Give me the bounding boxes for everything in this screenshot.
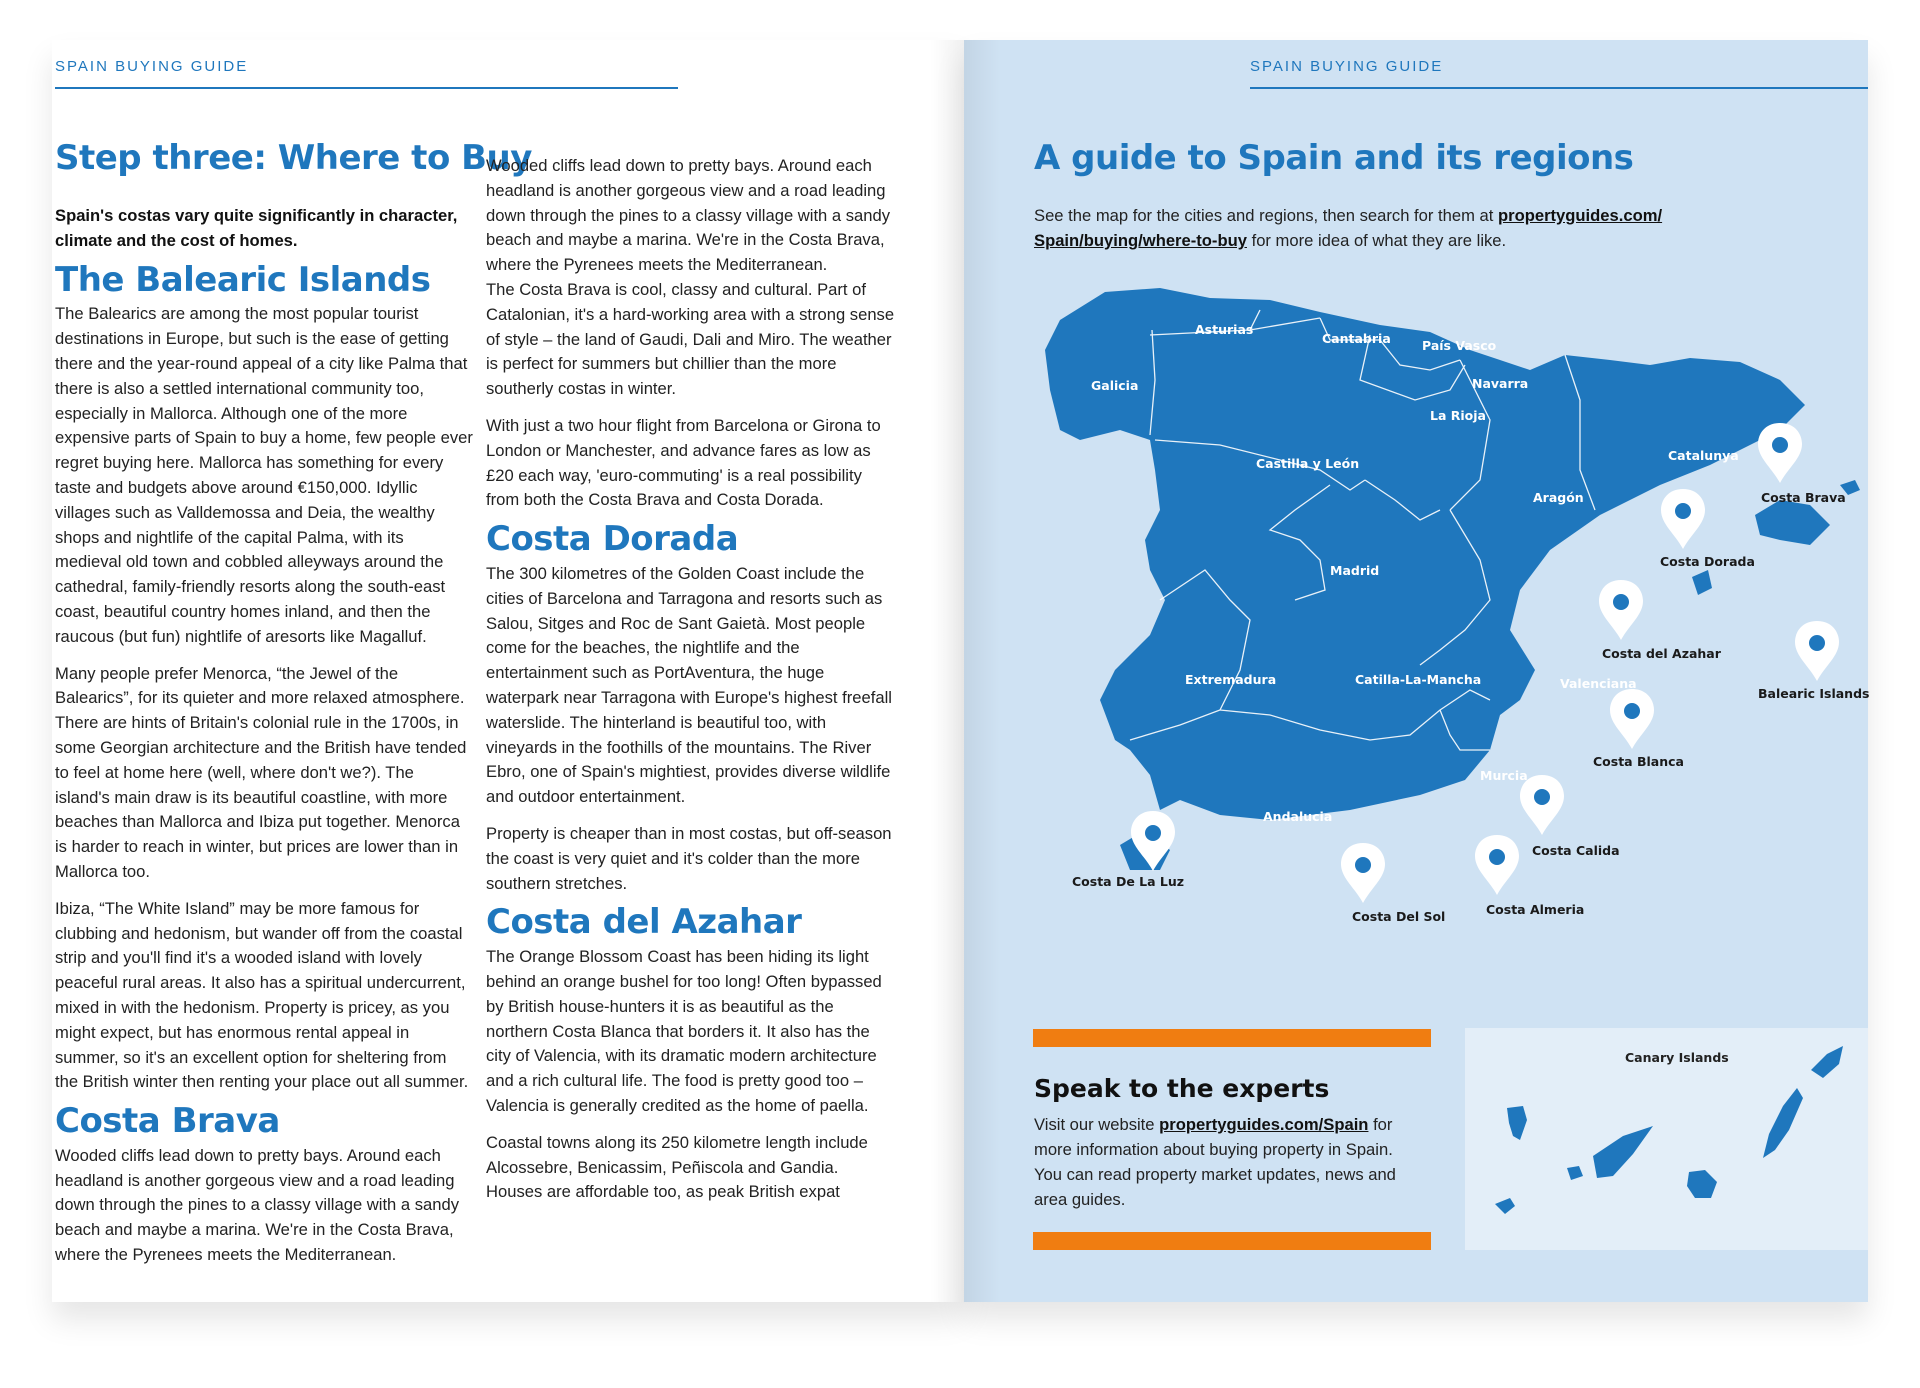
label-costa-blanca: Costa Blanca: [1593, 754, 1684, 769]
label-pais-vasco: País Vasco: [1422, 338, 1497, 353]
label-castilla-leon: Castilla y León: [1256, 456, 1360, 471]
map-intro-link[interactable]: propertyguides.com/ Spain/buying/where-to-buy: [1034, 206, 1663, 250]
experts-title: Speak to the experts: [1034, 1074, 1330, 1103]
ibiza-shape: [1692, 570, 1712, 595]
intro-text: Spain's costas vary quite significantly in character, climate and the cost of homes.: [55, 206, 458, 250]
pin-icon[interactable]: [1599, 580, 1643, 640]
azahar-paragraph: The Orange Blossom Coast has been hiding its light behind an orange bushel for too long! Often bypassed by British house-hunters it is as beautiful as the northern Costa Blanca that borders it. It also has the city of Valencia, with its dramatic modern architecture and a rich cultural life. The food is pretty good too – Valencia is generally credited as the home of paella.: [486, 947, 882, 1115]
heading-brava: Costa Brava: [55, 1101, 280, 1142]
balearic-paragraph: Many people prefer Menorca, “the Jewel of the Balearics”, for its quieter and more relaxed atmosphere. There are hints of Britain's colonial rule in the 1700s, in some Georgian architecture and the British have tended to feel at home here (well, where don't we?). The island's main draw is its beautiful coastline, with more beaches than Mallorca and Ibiza put together. Menorca is harder to reach in winter, but prices are lower than in Mallorca too.: [55, 663, 467, 881]
label-aragon: Aragón: [1533, 490, 1584, 505]
right-page-title: A guide to Spain and its regions: [1034, 138, 1634, 178]
label-costa-del-sol: Costa Del Sol: [1352, 909, 1446, 924]
heading-azahar: Costa del Azahar: [486, 902, 802, 943]
canary-inset: [1465, 1028, 1868, 1250]
experts-bottom-bar: [1033, 1232, 1431, 1250]
brava-paragraph-text: Wooded cliffs lead down to pretty bays. Around each headland is another gorgeous view and a road leading down through the pines to a classy village with a sandy beach and maybe a marina. We're in the Costa Brava, where the Pyrenees meets the Mediterranean.: [55, 1145, 460, 1265]
azahar-paragraph: Coastal towns along its 250 kilometre length include Alcossebre, Benicassim, Peñiscola and Gandia. Houses are affordable too, as peak British expat: [486, 1132, 868, 1202]
experts-link[interactable]: propertyguides.com/Spain: [1159, 1115, 1369, 1134]
canary-title: Canary Islands: [1625, 1050, 1729, 1065]
left-head-rule: [55, 87, 678, 89]
right-running-head: SPAIN BUYING GUIDE: [1250, 58, 1444, 75]
el-hierro-shape: [1495, 1198, 1515, 1214]
label-murcia: Murcia: [1480, 768, 1528, 783]
tenerife-shape: [1593, 1126, 1653, 1178]
label-castilla-la-mancha: Catilla-La-Mancha: [1355, 672, 1482, 687]
label-navarra: Navarra: [1472, 376, 1529, 391]
label-costa-calida: Costa Calida: [1532, 843, 1620, 858]
canary-island-shapes: [1495, 1046, 1843, 1214]
balearic-paragraph: Ibiza, “The White Island” may be more famous for clubbing and hedonism, but wander off from the coastal strip and you'll find it's a wooded island with lovely peaceful rural areas. It also has a spiritual undercurrent, mixed in with the hedonism. Property is pricey, as you might expect, but has enormous rental appeal in summer, so it's an excellent option for sheltering from the British winter then renting your place out all summer.: [55, 898, 469, 1092]
pin-icon[interactable]: [1795, 621, 1839, 681]
page-title: Step three: Where to Buy: [55, 138, 532, 178]
spain-map: [1020, 270, 1880, 970]
experts-top-bar: [1033, 1029, 1431, 1047]
pin-icon[interactable]: [1758, 423, 1802, 483]
label-costa-dorada: Costa Dorada: [1660, 554, 1755, 569]
canary-map: [1465, 1028, 1868, 1250]
label-valenciana: Valenciana: [1560, 676, 1637, 691]
label-madrid: Madrid: [1330, 563, 1380, 578]
right-head-rule: [1250, 87, 1868, 89]
balearic-paragraph: The Balearics are among the most popular tourist destinations in Europe, but such is the ease of getting there and the year-round appeal of a city like Palma that there is also a settled international community too, especially in Mallorca. Although one of the more expensive parts of Spain to buy a home, few people ever regret buying here. Mallorca has something for every taste and budgets above around €150,000. Idyllic villages such as Valldemossa and Deia, the wealthy shops and nightlife of the capital Palma, with its medieval old town and cobbled alleyways around the cathedral, family-friendly resorts along the south-east coast, beautiful country homes inland, and then the raucous (but fun) nightlife of aresorts like Magalluf.: [55, 304, 473, 646]
pin-icon[interactable]: [1475, 835, 1519, 895]
pin-icon[interactable]: [1520, 775, 1564, 835]
label-andalucia: Andalucia: [1263, 809, 1333, 824]
map-intro: [1034, 204, 1674, 254]
label-catalunya: Catalunya: [1668, 448, 1739, 463]
brava-paragraph: With just a two hour flight from Barcelona or Girona to London or Manchester, and advance fares as low as £20 each way, 'euro-commuting' is a real possibility from both the Costa Brava and Costa Dorada.: [486, 415, 881, 510]
left-column-2: [486, 156, 898, 1217]
experts-text-start: Visit our website: [1034, 1115, 1160, 1134]
gran-canaria-shape: [1687, 1170, 1717, 1198]
brava-continued: [486, 156, 898, 275]
map-intro-text-end: for more idea of what they are like.: [1246, 230, 1507, 250]
la-palma-shape: [1507, 1106, 1527, 1140]
label-costa-de-la-luz: Costa De La Luz: [1072, 874, 1185, 889]
experts-text: [1034, 1112, 1414, 1212]
label-costa-almeria: Costa Almeria: [1486, 902, 1585, 917]
dorada-paragraph: Property is cheaper than in most costas, but off-season the coast is very quiet and it's colder than the more southern stretches.: [486, 823, 892, 893]
fuerteventura-shape: [1763, 1088, 1803, 1158]
label-balearic-islands: Balearic Islands: [1758, 686, 1870, 701]
dorada-paragraph: The 300 kilometres of the Golden Coast include the cities of Barcelona and Tarragona and resorts such as Salou, Sitges and Roc de Sant Gaietà. Most people come for the beaches, the nightlife and the entertainment such as PortAventura, the huge waterpark near Tarragona with Europe's highest freefall waterslide. The hinterland is beautiful too, with vineyards in the foothills of the mountains. The River Ebro, one of Spain's mightiest, provides diverse wildlife and outdoor entertainment.: [486, 563, 892, 807]
mainland-spain: [1045, 288, 1805, 870]
lanzarote-shape: [1811, 1046, 1843, 1078]
page-gutter: [930, 40, 1000, 1302]
label-extremadura: Extremadura: [1185, 672, 1277, 687]
heading-dorada: Costa Dorada: [486, 519, 739, 560]
label-asturias: Asturias: [1195, 322, 1254, 337]
label-cantabria: Cantabria: [1322, 331, 1391, 346]
label-galicia: Galicia: [1091, 378, 1139, 393]
brava-paragraph-start: [55, 1144, 473, 1265]
left-running-head: SPAIN BUYING GUIDE: [55, 58, 249, 75]
pin-icon[interactable]: [1610, 689, 1654, 749]
pin-icon[interactable]: [1341, 843, 1385, 903]
label-costa-brava: Costa Brava: [1761, 490, 1846, 505]
label-la-rioja: La Rioja: [1430, 408, 1486, 423]
heading-balearic: The Balearic Islands: [55, 259, 431, 300]
experts-text-end: for more information about buying property in Spain. You can read property market updates, news and area guides.: [1034, 1115, 1396, 1209]
pin-icon[interactable]: [1661, 489, 1705, 549]
la-gomera-shape: [1567, 1166, 1583, 1180]
label-costa-del-azahar: Costa del Azahar: [1602, 646, 1721, 661]
brava-paragraph: The Costa Brava is cool, classy and cultural. Part of Catalonian, it's a hard-working area with a strong sense of style – the land of Gaudi, Dali and Miro. The weather is perfect for summers but chillier than the more southerly costas in winter.: [486, 280, 895, 399]
left-column-1: [55, 204, 473, 1265]
map-intro-text: See the map for the cities and regions, then search for them at: [1034, 206, 1498, 225]
brava-continued-text: Wooded cliffs lead down to pretty bays. Around each headland is another gorgeous view and a road leading down through the pines to a classy village with a sandy beach and maybe a marina. We're in the Costa Brava, where the Pyrenees meets the Mediterranean.: [486, 156, 891, 275]
mallorca-shape: [1755, 500, 1830, 545]
